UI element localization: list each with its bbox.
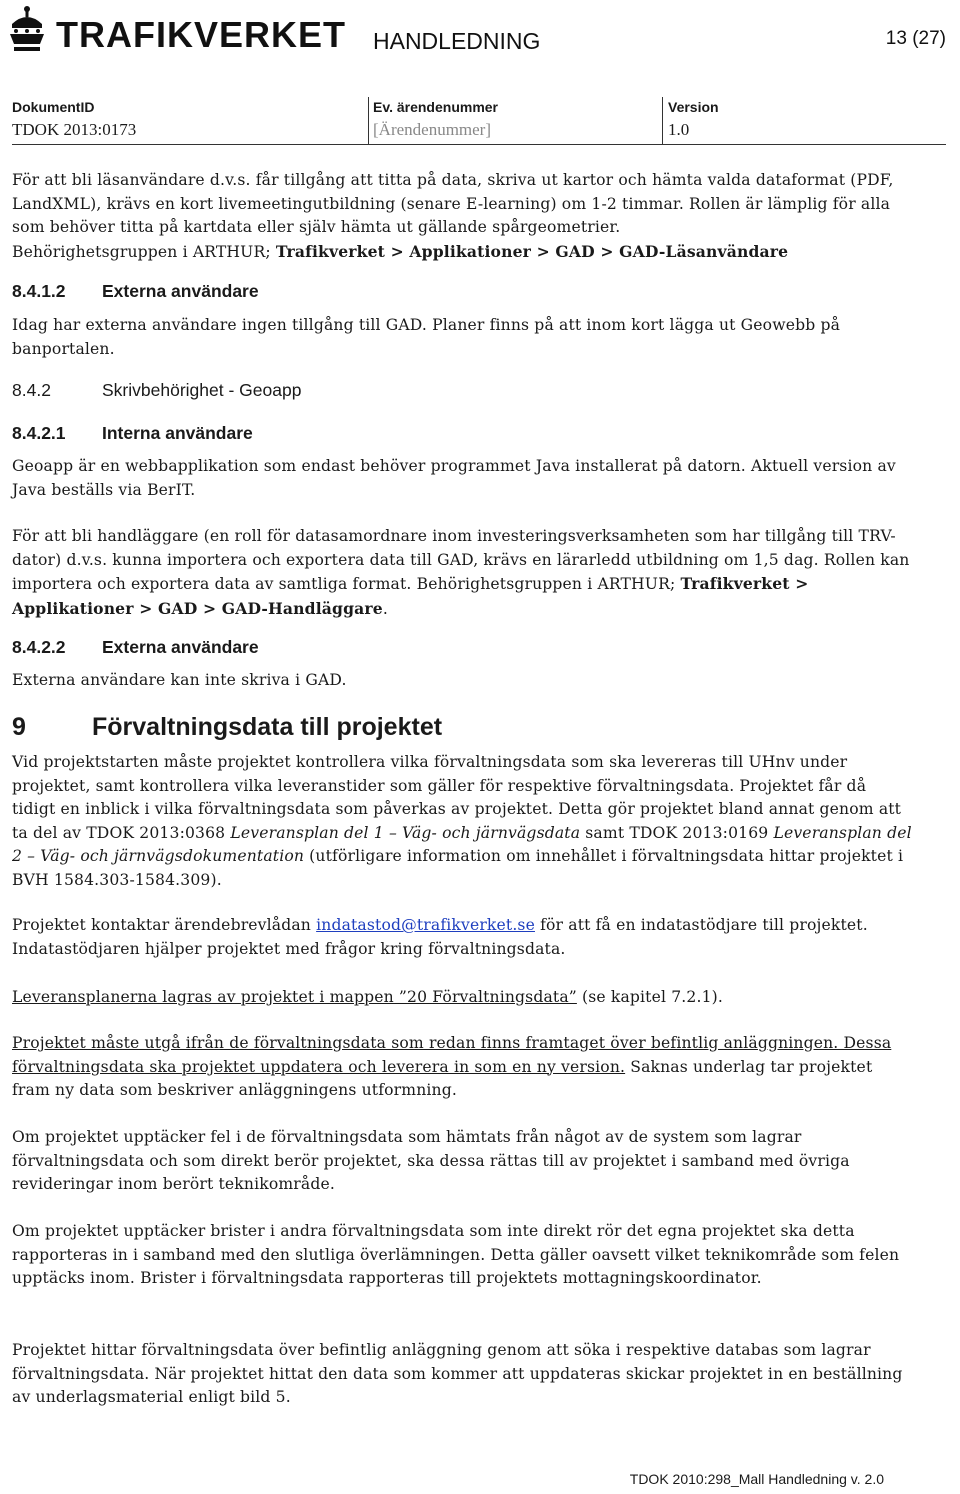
doc-id-value: TDOK 2013:0173 (12, 120, 137, 139)
intro-paragraph (12, 169, 912, 264)
paragraph-8-4-2-1-a (12, 455, 912, 502)
paragraph-9-g (12, 1339, 912, 1410)
intro-text: För att bli läsanvändare d.v.s. får tillgång att titta på data, skriva ut kartor och hämta valda dataformat (PDF, LandXML), krävs en kort livemeetingutbildning (senare E-learning) om 1-2 timmar. Rollen är lämplig för alla som behöver titta på kartdata eller själv hämta ut gällande spårgeometrier. (12, 171, 894, 236)
heading-title: Skrivbehörighet - Geoapp (102, 380, 302, 400)
heading-number: 9 (12, 713, 26, 741)
heading-title: Interna användare (102, 423, 253, 443)
heading-title: Externa användare (102, 281, 259, 301)
arthur-group-path: Trafikverket > Applikationer > GAD > GAD-Handläggare (12, 574, 809, 618)
header-rule (12, 144, 946, 145)
heading-8-4-2-1 (12, 423, 253, 444)
header-divider (368, 97, 369, 144)
heading-8-4-1-2 (12, 281, 259, 302)
paragraph-text: samt TDOK 2013:0169 (580, 823, 774, 842)
paragraph-text: (se kapitel 7.2.1). (576, 988, 723, 1006)
paragraph-text: Om projektet upptäcker brister i andra förvaltningsdata som inte direkt rör det egna projektet ska detta rapporteras in i samband med den slutliga överlämningen. Detta gäller oavsett vilket teknikområde som felen upptäcks inom. Brister i förvaltningsdata rapporteras till projektets mottagningskoordinator. (12, 1222, 900, 1287)
heading-8-4-2 (12, 380, 301, 401)
crown-icon (4, 4, 50, 62)
trafikverket-crown-logo (4, 2, 50, 64)
page-number: 13 (27) (885, 28, 946, 49)
leveransplan-1-title: Leveransplan del 1 – Väg- och järnvägsdata (230, 823, 581, 842)
paragraph-text: Vid projektstarten måste projektet kontrollera vilka förvaltningsdata som ska levereras till UHnv under projektet, samt kontrollera vilka leveranstider som gäller för respektive förvaltningsdata. Projektet får då tidigt en inblick i vilka förvaltningsdata som påverkas av projektet. Detta gör projektet bland annat genom att ta del av TDOK 2013:0368 (12, 753, 902, 842)
paragraph-8-4-1-2 (12, 314, 912, 361)
intro-group-prefix: Behörighetsgruppen i ARTHUR; (12, 242, 276, 261)
brand-wordmark: TRAFIKVERKET (56, 14, 346, 55)
paragraph-end: . (382, 599, 388, 618)
footer-template-id: TDOK 2010:298_Mall Handledning v. 2.0 (629, 1471, 884, 1487)
leveransplan-2-title: Leveransplan del 2 – Väg- och järnvägsdokumentation (12, 823, 912, 865)
paragraph-text: Idag har externa användare ingen tillgång till GAD. Planer finns på att inom kort lägga ut Geowebb på banportalen. (12, 316, 841, 358)
paragraph-text: för att få en indatastödjare till projektet. Indatastödjaren hjälper projektet med frågor kring förvaltningsdata. (12, 916, 868, 958)
paragraph-text: Saknas underlag tar projektet fram ny data som beskriver anläggningens utformning. (12, 1057, 873, 1099)
paragraph-9-d (12, 1032, 912, 1103)
paragraph-text: Om projektet upptäcker fel i de förvaltningsdata som hämtats från något av de system som lagrar förvaltningsdata och som direkt berör projektet, ska dessa rättas till av projektet i samband med övriga revideringar inom berört teknikområde. (12, 1128, 850, 1193)
doc-id-label: DokumentID (12, 99, 95, 115)
paragraph-text: Projektet kontaktar ärendebrevlådan (12, 916, 317, 934)
version-value: 1.0 (668, 120, 690, 139)
paragraph-text: (utförligare information om innehållet i förvaltningsdata hittar projektet i BVH 1584.303-1584.309). (12, 847, 904, 889)
paragraph-8-4-2-1-b (12, 525, 912, 621)
heading-chapter-9 (12, 713, 442, 742)
heading-title: Externa användare (102, 637, 259, 657)
case-value: [Ärendenummer] (373, 120, 492, 139)
paragraph-text: Projektet hittar förvaltningsdata över befintlig anläggning genom att söka i respektive databas som lagrar förvaltningsdata. När projektet hittat den data som kommer att uppdateras skickar projektet in en beställning av underlagsmaterial enligt bild 5. (12, 1341, 903, 1406)
heading-number: 8.4.1.2 (12, 281, 66, 301)
document-type: HANDLEDNING (373, 28, 541, 54)
email-link[interactable]: indatastod@trafikverket.se (316, 916, 535, 934)
intro-group-path: Trafikverket > Applikationer > GAD > GAD-Läsanvändare (275, 241, 789, 261)
paragraph-text: Externa användare kan inte skriva i GAD. (12, 671, 347, 689)
paragraph-8-4-2-2 (12, 669, 912, 693)
paragraph-9-c (12, 986, 912, 1010)
underlined-text: Leveransplanerna lagras av projektet i mappen ”20 Förvaltningsdata” (12, 988, 577, 1006)
paragraph-9-f (12, 1220, 912, 1291)
heading-number: 8.4.2.1 (12, 423, 66, 443)
heading-number: 8.4.2 (12, 380, 51, 400)
paragraph-9-a (12, 751, 912, 892)
heading-title: Förvaltningsdata till projektet (92, 713, 443, 741)
heading-8-4-2-2 (12, 637, 259, 658)
paragraph-text: Geoapp är en webbapplikation som endast behöver programmet Java installerat på datorn. Aktuell version av Java beställs via BerIT. (12, 457, 896, 499)
heading-number: 8.4.2.2 (12, 637, 66, 657)
paragraph-text: För att bli handläggare (en roll för datasamordnare inom investeringsverksamheten som har tillgång till TRV-dator) d.v.s. kunna importera och exportera data till GAD, krävs en lärarledd utbildning om 1,5 dag. Rollen kan importera och exportera data av samtliga format. Behörighetsgruppen i ARTHUR; (12, 527, 910, 593)
paragraph-9-e (12, 1126, 912, 1197)
underlined-text: Projektet måste utgå ifrån de förvaltningsdata som redan finns framtaget över befintlig anläggningen. Dessa förvaltningsdata ska projektet uppdatera och leverera in som en ny version. (12, 1034, 892, 1076)
header-divider (662, 97, 663, 144)
paragraph-9-b (12, 914, 912, 961)
case-label: Ev. ärendenummer (373, 99, 499, 115)
version-label: Version (668, 99, 719, 115)
